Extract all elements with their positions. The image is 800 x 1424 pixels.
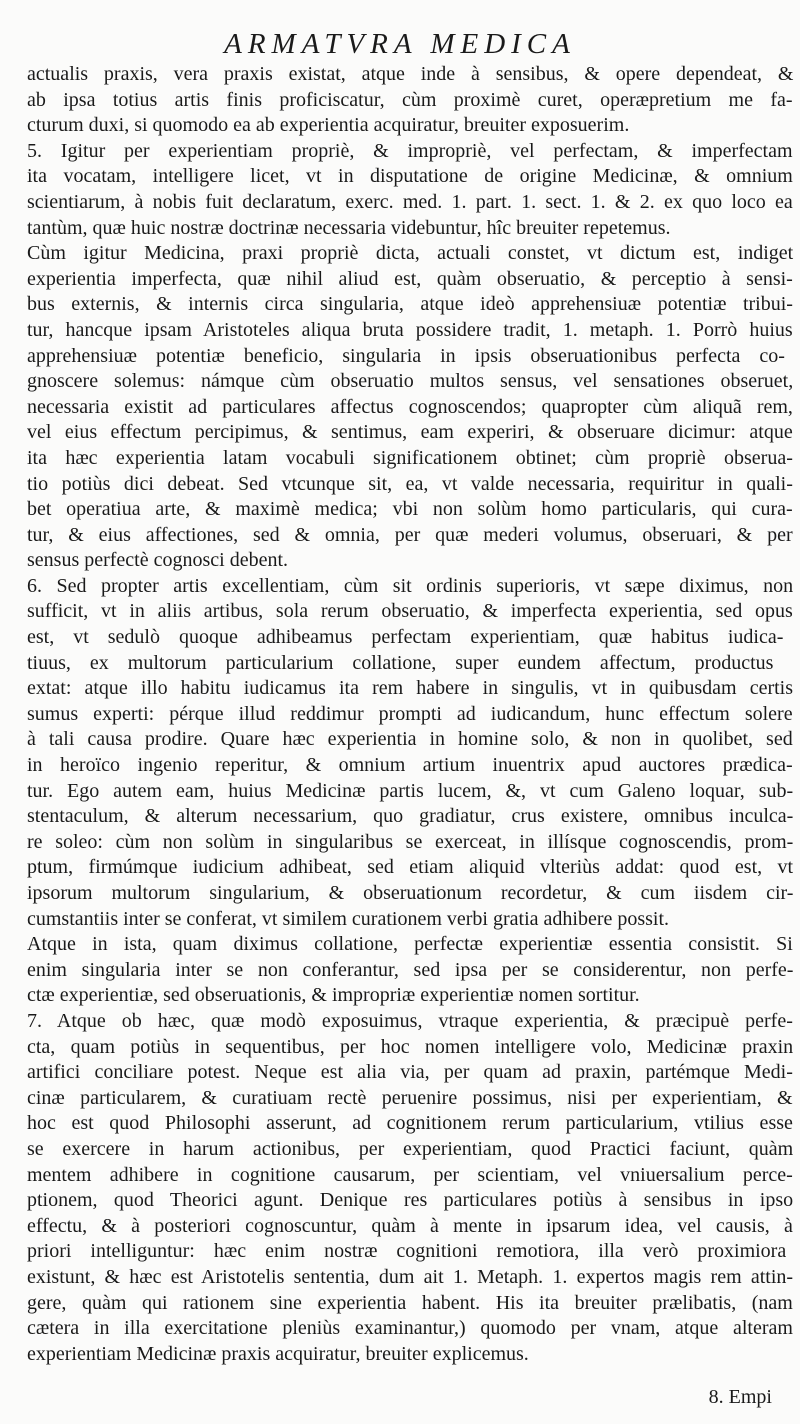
text-line: Cùm igitur Medicina, praxi propriè dicta, actuali constet, vt dictum est, indiget	[27, 242, 794, 265]
text-line: 5. Igitur per experientiam propriè, & impropriè, vel perfectam, & imperfectam	[27, 139, 793, 162]
running-head: ARMATVRA MEDICA	[224, 28, 576, 60]
text-line: in heroïco ingenio reperitur, & omnium artium inuentrix apud auctores prædica-	[27, 754, 793, 777]
text-line: bet operatiua arte, & maximè medica; vbi non solùm homo particularis, qui cura-	[27, 498, 793, 521]
text-line: priori intelliguntur: hæc enim nostræ cognitioni remotiora, illa verò proximiora	[27, 1240, 787, 1263]
text-line: cætera in illa exercitatione pleniùs examinantur,) quomodo per vnam, atque alteram	[27, 1317, 793, 1340]
text-line: cta, quam potiùs in sequentibus, per hoc nomen intelligere volo, Medicinæ praxin	[27, 1035, 794, 1058]
text-line: tio potiùs dici debeat. Sed vtcunque sit, ea, vt valde necessaria, requiritur in quali-	[27, 472, 793, 495]
text-line: ctæ experientiæ, sed obseruationis, & impropriæ experientiæ nomen sortitur.	[27, 984, 640, 1007]
text-line: est, vt sedulò quoque adhibeamus perfectam experientiam, quæ habitus iudica-	[27, 626, 784, 649]
text-line: effectu, & à posteriori cognoscuntur, quàm à mente in ipsarum idea, vel causis, à	[27, 1214, 793, 1237]
text-line: scientiarum, à nobis fuit declaratum, exerc. med. 1. part. 1. sect. 1. & 2. ex quo loco ea	[27, 190, 793, 213]
text-line: re soleo: cùm non solùm in singularibus se exerceat, in illísque cognoscendis, prom-	[27, 830, 794, 853]
catchword: 8. Empi	[708, 1386, 772, 1408]
text-line: sufficit, vt in aliis artibus, sola rerum obseruatio, & imperfecta experientia, sed opus	[27, 600, 793, 623]
text-line: actualis praxis, vera praxis existat, atque inde à sensibus, & opere dependeat, &	[27, 63, 794, 85]
text-line: se exercere in harum actionibus, per experientiam, quod Practici faciunt, quàm	[27, 1137, 794, 1160]
text-line: stentaculum, & alterum necessarium, quo gradiatur, crus existere, omnibus inculca-	[27, 805, 794, 828]
text-line: mentem adhibere in cognitione causarum, per scientiam, vel vniuersalium perce-	[27, 1163, 793, 1186]
text-line: cinæ particularem, & curatiuam rectè peruenire possimus, nisi per experientiam, &	[27, 1086, 793, 1109]
text-line: vel eius effectum percipimus, & sentimus, eam experiri, & obseruare dicimur: atque	[27, 421, 793, 444]
text-line: necessaria existit ad particulares affectus cognoscendos; quapropter cùm aliquã rem,	[27, 395, 793, 418]
text-line: sensus perfectè cognosci debent.	[27, 549, 289, 572]
text-line: tur, hancque ipsam Aristoteles aliqua bruta possidere tradit, 1. metaph. 1. Porrò huius	[27, 318, 793, 341]
text-line: tiuus, ex multorum particularium collatione, super eundem affectum, productus	[27, 651, 774, 674]
text-line: ipsorum multorum singularium, & obseruationum recordetur, & cum iisdem cir-	[27, 882, 794, 904]
text-line: existunt, & hæc est Aristotelis sententia, dum ait 1. Metaph. 1. expertos magis rem attin-	[27, 1265, 794, 1288]
text-line: à tali causa prodire. Quare hæc experientia in homine solo, & non in quolibet, sed	[27, 728, 793, 751]
text-line: experientiam Medicinæ praxis acquiratur, breuiter explicemus.	[27, 1342, 529, 1365]
text-line: enim singularia inter se non conferantur, sed ipsa per se considerentur, non perfe-	[27, 958, 794, 981]
text-line: tantùm, quæ huic nostræ doctrinæ necessaria videbuntur, hîc breuiter repetemus.	[27, 216, 671, 239]
text-line: Atque in ista, quam diximus collatione, perfectæ experientiæ essentia consistit. Si	[27, 933, 793, 956]
text-line: sumus experti: pérque illud reddimur prompti ad iudicandum, hunc effectum solere	[27, 702, 793, 725]
text-line: 7. Atque ob hæc, quæ modò exposuimus, vtraque experientia, & præcipuè perfe-	[27, 1009, 793, 1032]
text-line: gere, quàm qui rationem sine experientia habent. His ita breuiter prælibatis, (nam	[27, 1291, 793, 1314]
text-line: gnoscere solemus: námque cùm obseruatio multos sensus, vel sensationes obseruet,	[27, 370, 794, 393]
text-line: 6. Sed propter artis excellentiam, cùm sit ordinis superioris, vt sæpe diximus, non	[27, 574, 794, 597]
body-text	[27, 62, 797, 1367]
text-line: experientia imperfecta, quæ nihil aliud est, quàm obseruatio, & perceptio à sensi-	[27, 267, 793, 290]
text-line: ab ipsa totius artis finis proficiscatur, cùm proximè curet, operæpretium me fa-	[27, 88, 793, 111]
text-line: bus externis, & internis circa singularia, atque ideò apprehensiuæ potentiæ tribui-	[27, 293, 793, 316]
text-line: artifici conciliare potest. Neque est alia via, per quam ad praxin, partémque Medi-	[27, 1061, 793, 1084]
text-line: ita vocatam, intelligere licet, vt in disputatione de origine Medicinæ, & omnium	[27, 165, 793, 188]
text-line: tur, & eius affectiones, sed & omnia, per quæ mederi volumus, obseruari, & per	[27, 523, 793, 546]
text-line: hoc est quod Philosophi asserunt, ad cognitionem rerum particularium, vtilius esse	[27, 1112, 793, 1135]
text-line: tur. Ego autem eam, huius Medicinæ partis lucem, &, vt cum Galeno loquar, sub-	[27, 779, 794, 802]
text-line: cturum duxi, si quomodo ea ab experientia acquiratur, breuiter exposuerim.	[27, 114, 630, 137]
text-line: ptum, firmúmque iudicium adhibeat, sed etiam aliquid vlteriùs addat: quod est, vt	[27, 856, 794, 879]
text-line: extat: atque illo habitu iudicamus ita rem habere in singulis, vt in quibusdam certis	[27, 677, 794, 700]
text-line: ptionem, quod Theorici agunt. Denique res particulares potiùs à sensibus in ipso	[27, 1189, 794, 1212]
text-line: apprehensiuæ potentiæ beneficio, singularia in ipsis obseruationibus perfecta co-	[27, 344, 785, 367]
text-line: ita hæc experientia latam vocabuli significationem obtinet; cùm propriè obserua-	[27, 446, 793, 469]
text-line: cumstantiis inter se conferat, vt similem curationem verbi gratia adhibere possit.	[27, 907, 670, 930]
